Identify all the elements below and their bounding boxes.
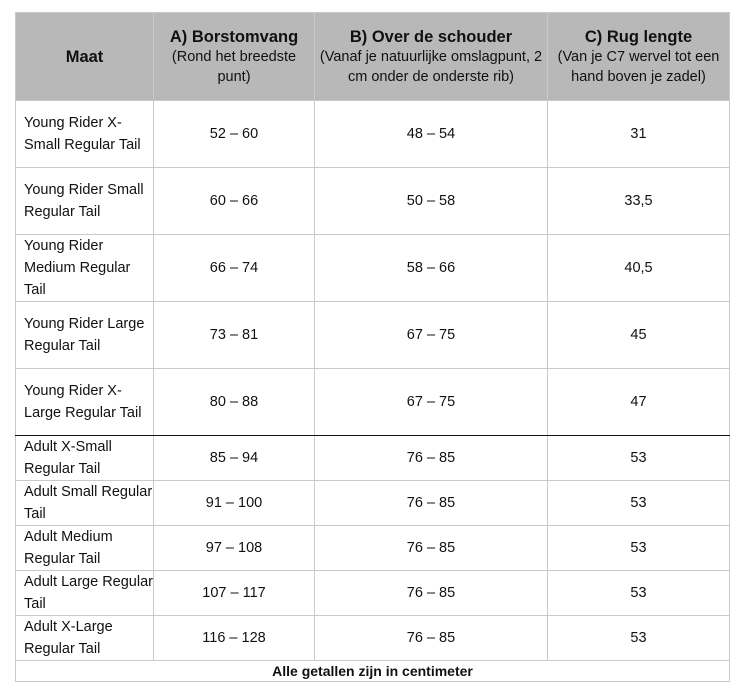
table-row (16, 101, 730, 168)
size-cell: Adult X-Small Regular Tail (16, 436, 154, 481)
chest-cell: 73 – 81 (154, 302, 315, 369)
header-back-title: C) Rug lengte (584, 27, 693, 46)
table-row (16, 369, 730, 436)
back-cell: 31 (548, 101, 730, 168)
size-cell: Adult Small Regular Tail (16, 481, 154, 526)
shoulder-cell: 76 – 85 (315, 436, 548, 481)
back-cell: 33,5 (548, 168, 730, 235)
table-row (16, 526, 730, 571)
header-chest-desc: (Rond het breedste punt) (171, 48, 297, 85)
chest-cell: 52 – 60 (154, 101, 315, 168)
chest-cell: 97 – 108 (154, 526, 315, 571)
size-cell: Young Rider Large Regular Tail (16, 302, 154, 369)
size-cell: Young Rider Medium Regular Tail (16, 235, 154, 302)
back-cell: 53 (548, 526, 730, 571)
shoulder-cell: 67 – 75 (315, 369, 548, 436)
chest-cell: 116 – 128 (154, 616, 315, 661)
size-cell: Adult Medium Regular Tail (16, 526, 154, 571)
chest-cell: 91 – 100 (154, 481, 315, 526)
back-cell: 53 (548, 481, 730, 526)
shoulder-cell: 48 – 54 (315, 101, 548, 168)
size-chart-table (15, 12, 730, 682)
shoulder-cell: 76 – 85 (315, 481, 548, 526)
shoulder-cell: 76 – 85 (315, 616, 548, 661)
footer-row (16, 661, 730, 682)
table-body (16, 101, 730, 682)
shoulder-cell: 76 – 85 (315, 571, 548, 616)
back-cell: 53 (548, 571, 730, 616)
header-shoulder (315, 13, 548, 101)
size-cell: Young Rider X-Small Regular Tail (16, 101, 154, 168)
back-cell: 53 (548, 436, 730, 481)
chest-cell: 60 – 66 (154, 168, 315, 235)
shoulder-cell: 50 – 58 (315, 168, 548, 235)
header-size: Maat (16, 13, 154, 101)
chest-cell: 107 – 117 (154, 571, 315, 616)
size-cell: Adult X-Large Regular Tail (16, 616, 154, 661)
table-row (16, 168, 730, 235)
shoulder-cell: 76 – 85 (315, 526, 548, 571)
header-shoulder-title: B) Over de schouder (349, 27, 513, 46)
size-cell: Adult Large Regular Tail (16, 571, 154, 616)
back-cell: 53 (548, 616, 730, 661)
table-row (16, 436, 730, 481)
back-cell: 40,5 (548, 235, 730, 302)
size-cell: Young Rider Small Regular Tail (16, 168, 154, 235)
table-row (16, 235, 730, 302)
header-row (16, 13, 730, 101)
shoulder-cell: 67 – 75 (315, 302, 548, 369)
chest-cell: 85 – 94 (154, 436, 315, 481)
header-back (548, 13, 730, 101)
chest-cell: 66 – 74 (154, 235, 315, 302)
header-shoulder-desc: (Vanaf je natuurlijke omslagpunt, 2 cm onder de onderste rib) (319, 48, 543, 85)
table-row (16, 616, 730, 661)
table-row (16, 571, 730, 616)
back-cell: 45 (548, 302, 730, 369)
chest-cell: 80 – 88 (154, 369, 315, 436)
header-back-desc: (Van je C7 wervel tot een hand boven je zadel) (557, 48, 720, 85)
table-row (16, 481, 730, 526)
header-chest-title: A) Borstomvang (169, 27, 299, 46)
header-chest (154, 13, 315, 101)
shoulder-cell: 58 – 66 (315, 235, 548, 302)
units-note: Alle getallen zijn in centimeter (16, 661, 730, 682)
back-cell: 47 (548, 369, 730, 436)
size-cell: Young Rider X- Large Regular Tail (16, 369, 154, 436)
table-row (16, 302, 730, 369)
table-header (16, 13, 730, 101)
